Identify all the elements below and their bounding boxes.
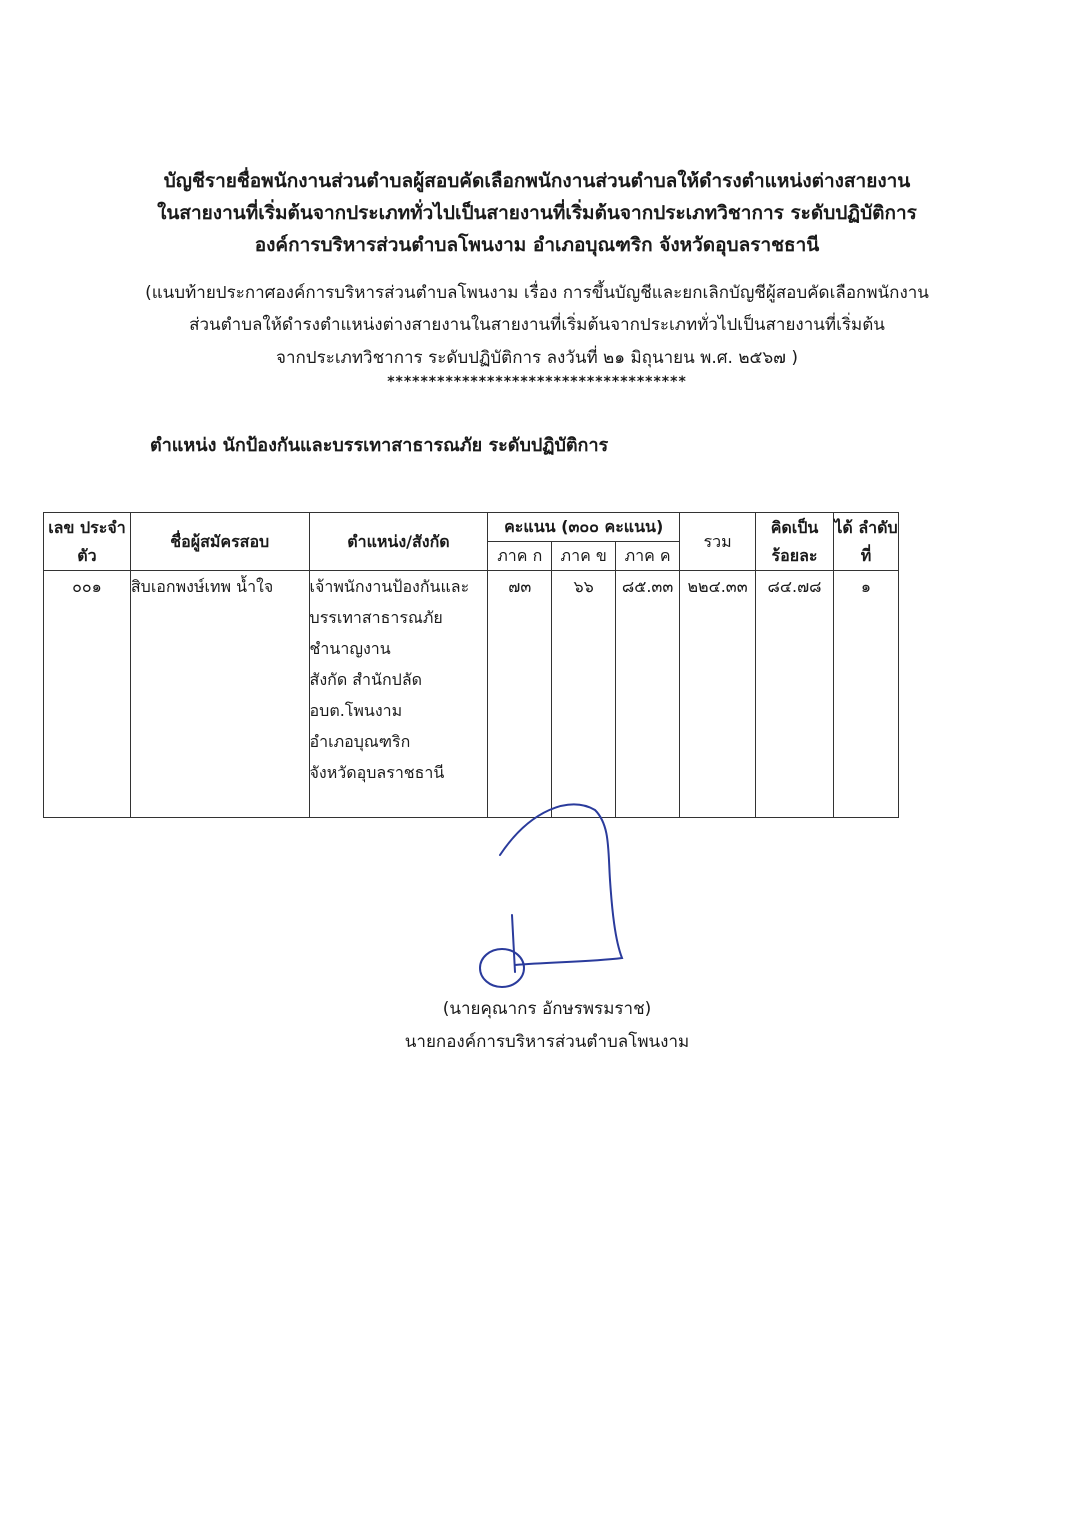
- header-total: รวม: [680, 513, 756, 571]
- cell-part-b: ๖๖: [552, 571, 616, 818]
- subtitle-line-2: ส่วนตำบลให้ดำรงตำแหน่งต่างสายงานในสายงานที่เริ่มต้นจากประเภททั่วไปเป็นสายงานที่เริ่มต้น: [189, 315, 885, 335]
- score-table: [43, 512, 899, 818]
- position-line: สังกัด สำนักปลัด: [309, 670, 423, 689]
- signatory-name: (นายคุณากร อักษรพรมราช): [442, 999, 652, 1019]
- cell-total: ๒๒๔.๓๓: [680, 571, 756, 818]
- cell-position: [309, 571, 488, 818]
- cell-rank: ๑: [833, 571, 898, 818]
- cell-part-c: ๘๕.๓๓: [616, 571, 680, 818]
- cell-percent: ๘๔.๗๘: [756, 571, 834, 818]
- position-heading: ตำแหน่ง นักป้องกันและบรรเทาสาธารณภัย ระดับปฏิบัติการ: [150, 435, 609, 456]
- header-position: ตำแหน่ง/สังกัด: [309, 513, 488, 571]
- position-line: อำเภอบุณฑริก: [309, 732, 411, 751]
- signatory-title: นายกองค์การบริหารส่วนตำบลโพนงาม: [404, 1032, 690, 1052]
- handwritten-signature: [460, 790, 660, 1000]
- subtitle-line-3: จากประเภทวิชาการ ระดับปฏิบัติการ ลงวันที่ ๒๑ มิถุนายน พ.ศ. ๒๕๖๗ ): [275, 348, 799, 368]
- position-line: จังหวัดอุบลราชธานี: [309, 763, 445, 782]
- header-id: เลข ประจำตัว: [44, 513, 131, 571]
- cell-name: สิบเอกพงษ์เทพ น้ำใจ: [130, 571, 309, 818]
- separator-stars: ************************************: [387, 374, 687, 390]
- header-part-b: ภาค ข: [552, 542, 616, 571]
- header-part-c: ภาค ค: [616, 542, 680, 571]
- cell-part-a: ๗๓: [488, 571, 552, 818]
- header-name: ชื่อผู้สมัครสอบ: [130, 513, 309, 571]
- header-part-a: ภาค ก: [488, 542, 552, 571]
- position-line: ชำนาญงาน: [309, 639, 391, 658]
- table-row: [44, 571, 899, 818]
- title-line-2: ในสายงานที่เริ่มต้นจากประเภททั่วไปเป็นสายงานที่เริ่มต้นจากประเภทวิชาการ ระดับปฏิบัติการ: [157, 202, 917, 224]
- position-line: อบต.โพนงาม: [309, 701, 403, 720]
- title-line-3: องค์การบริหารส่วนตำบลโพนงาม อำเภอบุณฑริก จังหวัดอุบลราชธานี: [254, 234, 820, 256]
- position-line: เจ้าพนักงานป้องกันและ: [309, 577, 470, 596]
- title-line-1: บัญชีรายชื่อพนักงานส่วนตำบลผู้สอบคัดเลือกพนักงานส่วนตำบลให้ดำรงตำแหน่งต่างสายงาน: [163, 170, 911, 192]
- header-score-group: คะแนน (๓๐๐ คะแนน): [488, 513, 680, 542]
- header-rank: ได้ ลำดับ ที่: [833, 513, 898, 571]
- header-percent: คิดเป็น ร้อยละ: [756, 513, 834, 571]
- cell-id: ๐๐๑: [44, 571, 131, 818]
- subtitle-line-1: (แนบท้ายประกาศองค์การบริหารส่วนตำบลโพนงาม เรื่อง การขึ้นบัญชีและยกเลิกบัญชีผู้สอบคัดเลือกพนักงาน: [145, 283, 929, 303]
- position-line: บรรเทาสาธารณภัย: [309, 608, 443, 627]
